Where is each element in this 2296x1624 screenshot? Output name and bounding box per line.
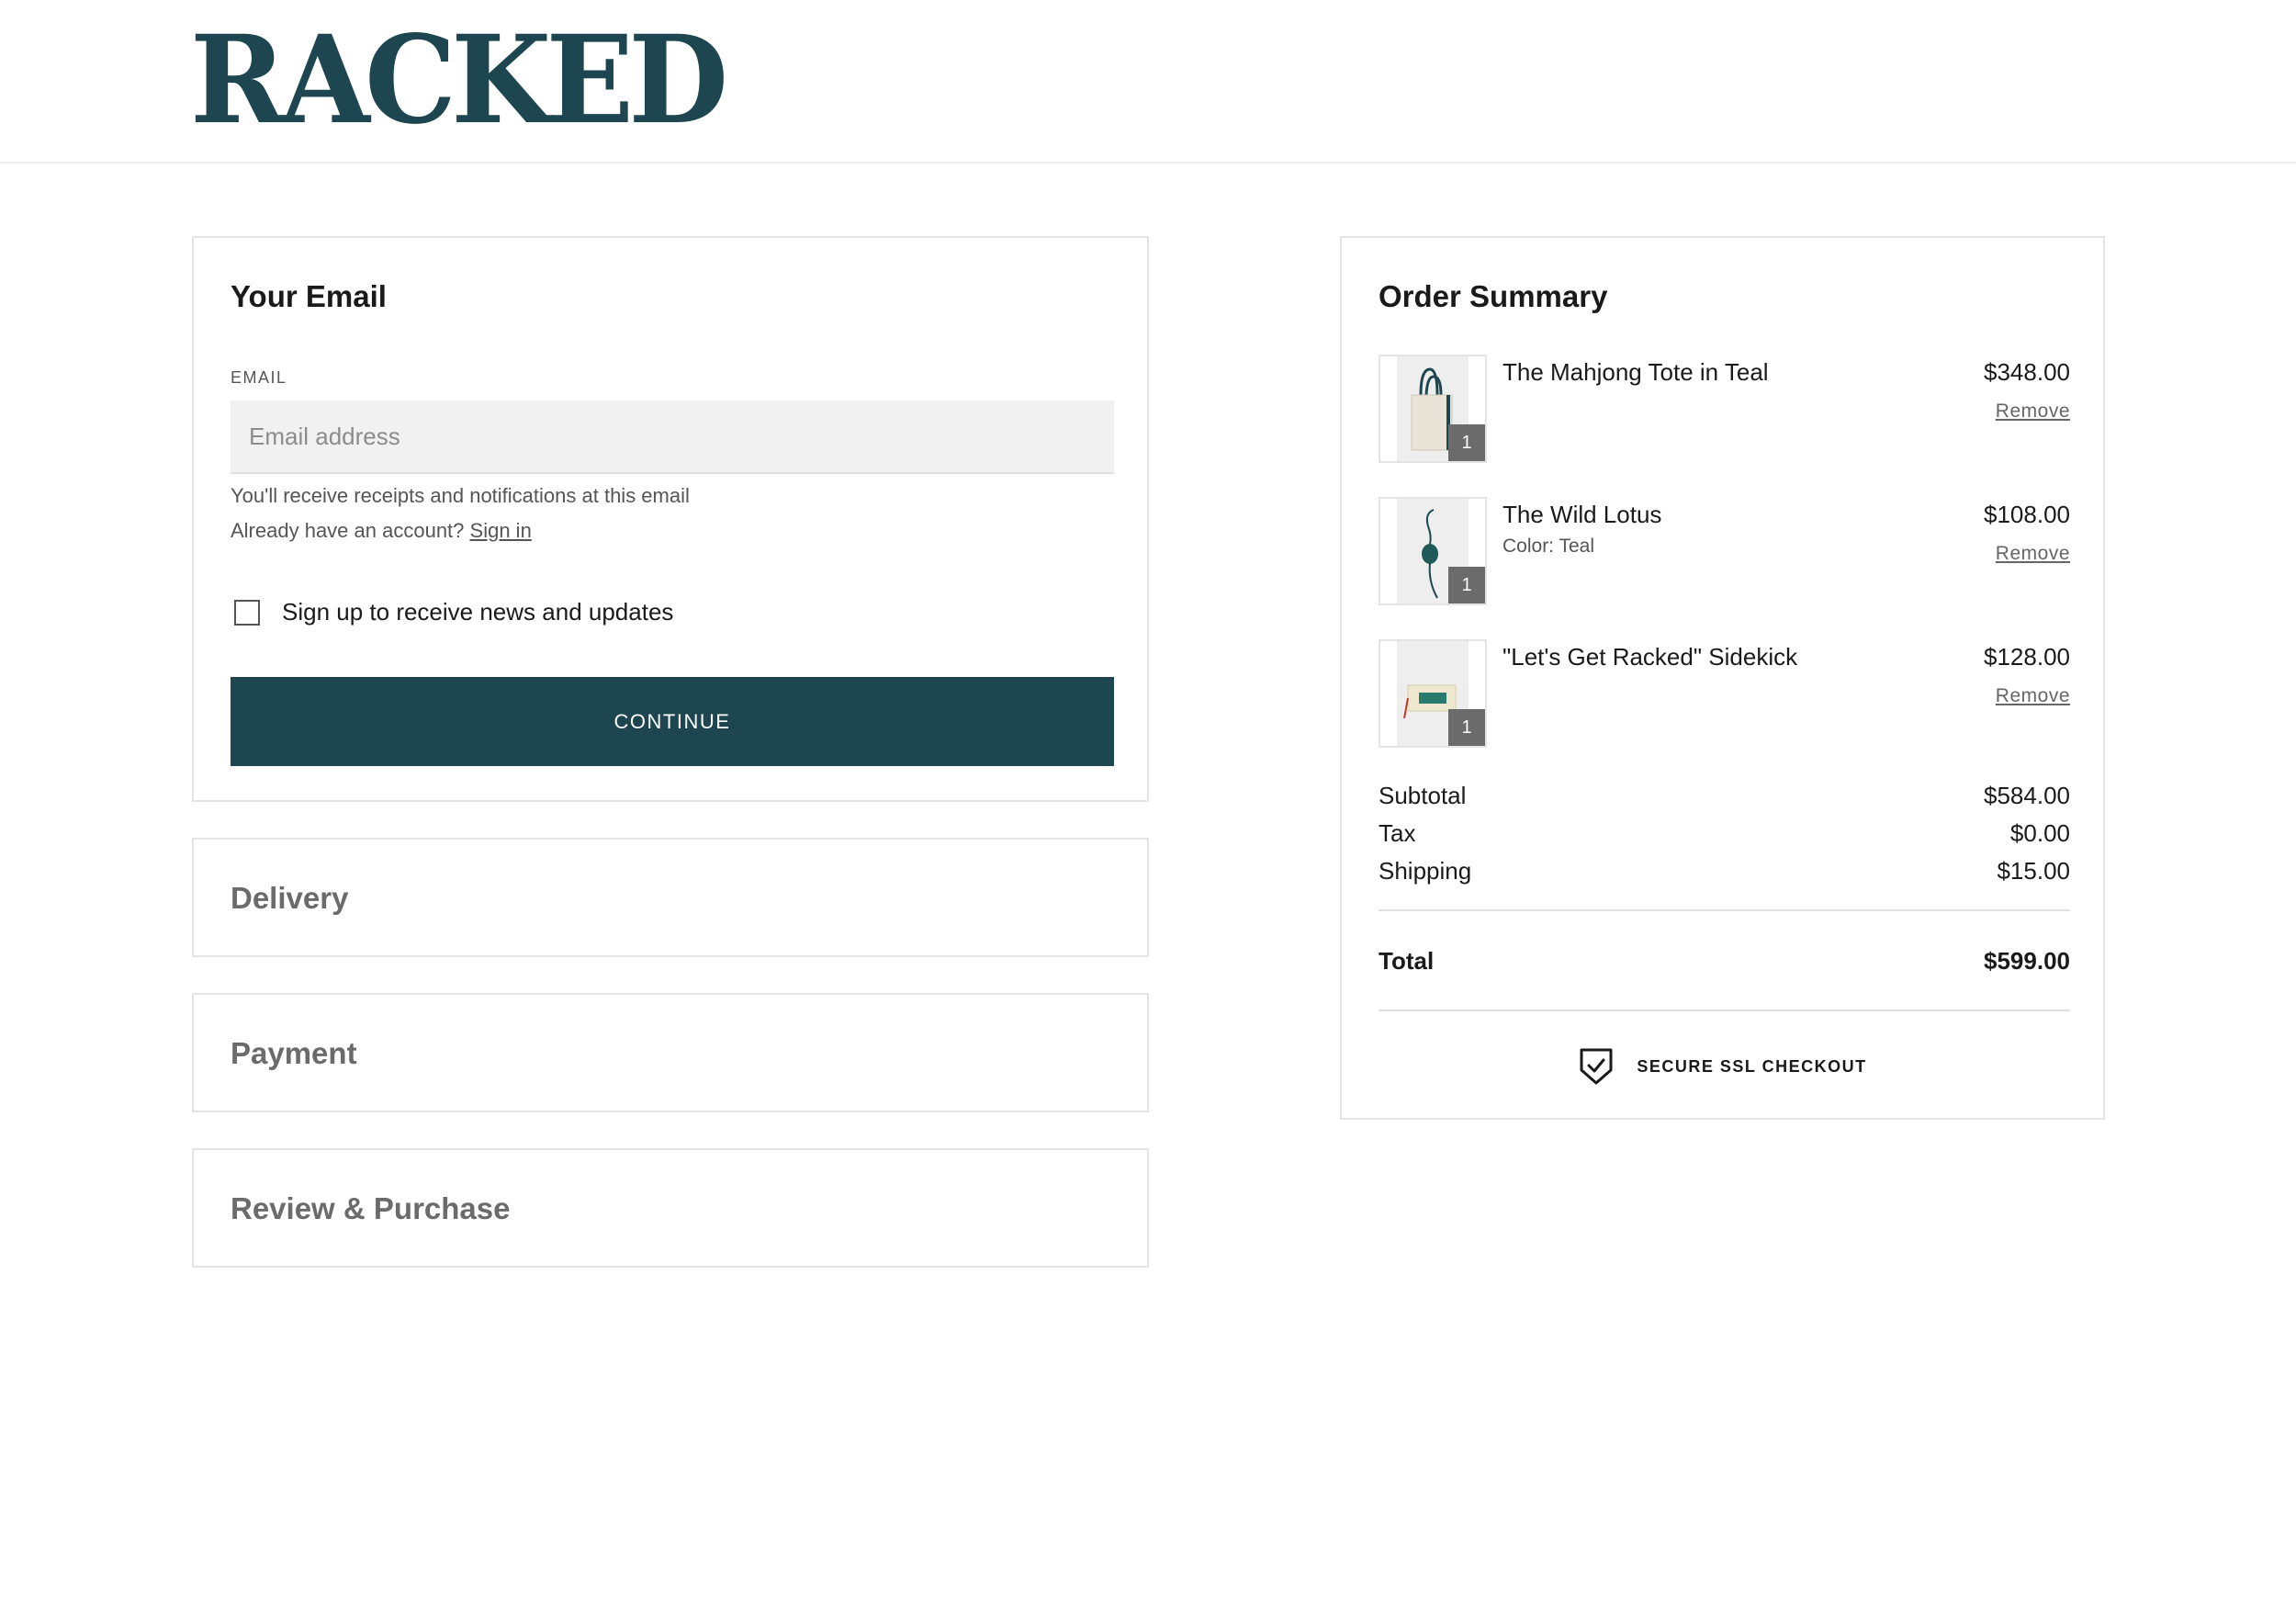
item-name: The Mahjong Tote in Teal xyxy=(1503,358,1769,386)
cart-item xyxy=(1379,639,2070,748)
quantity-badge: 1 xyxy=(1448,424,1485,461)
total-label: Total xyxy=(1379,947,1435,975)
item-variant: Color: Teal xyxy=(1503,536,1594,557)
cart-item xyxy=(1379,497,2070,605)
item-name: "Let's Get Racked" Sidekick xyxy=(1503,643,1798,671)
total-value: $599.00 xyxy=(1984,947,2070,975)
tax-value: $0.00 xyxy=(2009,819,2070,847)
order-summary-panel xyxy=(1340,236,2105,1120)
delivery-step-title: Delivery xyxy=(231,881,349,915)
remove-item-link[interactable]: Remove xyxy=(1995,400,2070,422)
sign-in-link[interactable]: Sign in xyxy=(469,519,532,542)
shipping-value: $15.00 xyxy=(1997,857,2070,885)
email-field-label: EMAIL xyxy=(231,368,287,387)
remove-item-link[interactable]: Remove xyxy=(1995,543,2070,564)
shipping-row xyxy=(1379,857,2070,885)
order-summary-title: Order Summary xyxy=(1379,279,1608,313)
summary-divider xyxy=(1379,1009,2070,1011)
review-step-title: Review & Purchase xyxy=(231,1191,511,1225)
quantity-badge: 1 xyxy=(1448,709,1485,746)
total-row xyxy=(1379,947,2070,976)
account-helper-text: Already have an account? xyxy=(231,519,465,542)
site-header xyxy=(0,0,2296,164)
secure-checkout-label: SECURE SSL CHECKOUT xyxy=(1637,1056,1867,1076)
item-price: $348.00 xyxy=(1984,358,2070,386)
remove-item-link[interactable]: Remove xyxy=(1995,685,2070,706)
account-helper xyxy=(231,519,532,543)
shipping-label: Shipping xyxy=(1379,857,1472,885)
subtotal-value: $584.00 xyxy=(1984,782,2070,809)
newsletter-checkbox[interactable] xyxy=(234,600,260,626)
shield-check-icon xyxy=(1578,1046,1615,1087)
review-step-panel xyxy=(192,1148,1149,1268)
payment-step-panel xyxy=(192,993,1149,1112)
item-thumbnail xyxy=(1379,639,1487,748)
newsletter-label[interactable]: Sign up to receive news and updates xyxy=(282,598,674,626)
email-input[interactable] xyxy=(231,400,1114,474)
item-thumbnail xyxy=(1379,497,1487,605)
summary-divider xyxy=(1379,909,2070,911)
email-section-title: Your Email xyxy=(231,279,387,313)
item-name: The Wild Lotus xyxy=(1503,501,1662,528)
continue-button[interactable]: CONTINUE xyxy=(231,677,1114,766)
tax-row xyxy=(1379,819,2070,848)
delivery-step-panel xyxy=(192,838,1149,957)
email-step-panel xyxy=(192,236,1149,802)
quantity-badge: 1 xyxy=(1448,567,1485,603)
payment-step-title: Payment xyxy=(231,1036,357,1070)
cart-item xyxy=(1379,355,2070,463)
email-helper-text: You'll receive receipts and notifications at this email xyxy=(231,484,690,507)
item-price: $128.00 xyxy=(1984,643,2070,671)
subtotal-row xyxy=(1379,782,2070,810)
secure-checkout-badge xyxy=(1342,1046,2103,1087)
item-thumbnail xyxy=(1379,355,1487,463)
item-price: $108.00 xyxy=(1984,501,2070,528)
racked-logo[interactable]: RACKED xyxy=(190,9,724,152)
newsletter-row[interactable] xyxy=(234,598,673,626)
subtotal-label: Subtotal xyxy=(1379,782,1467,809)
tax-label: Tax xyxy=(1379,819,1416,847)
